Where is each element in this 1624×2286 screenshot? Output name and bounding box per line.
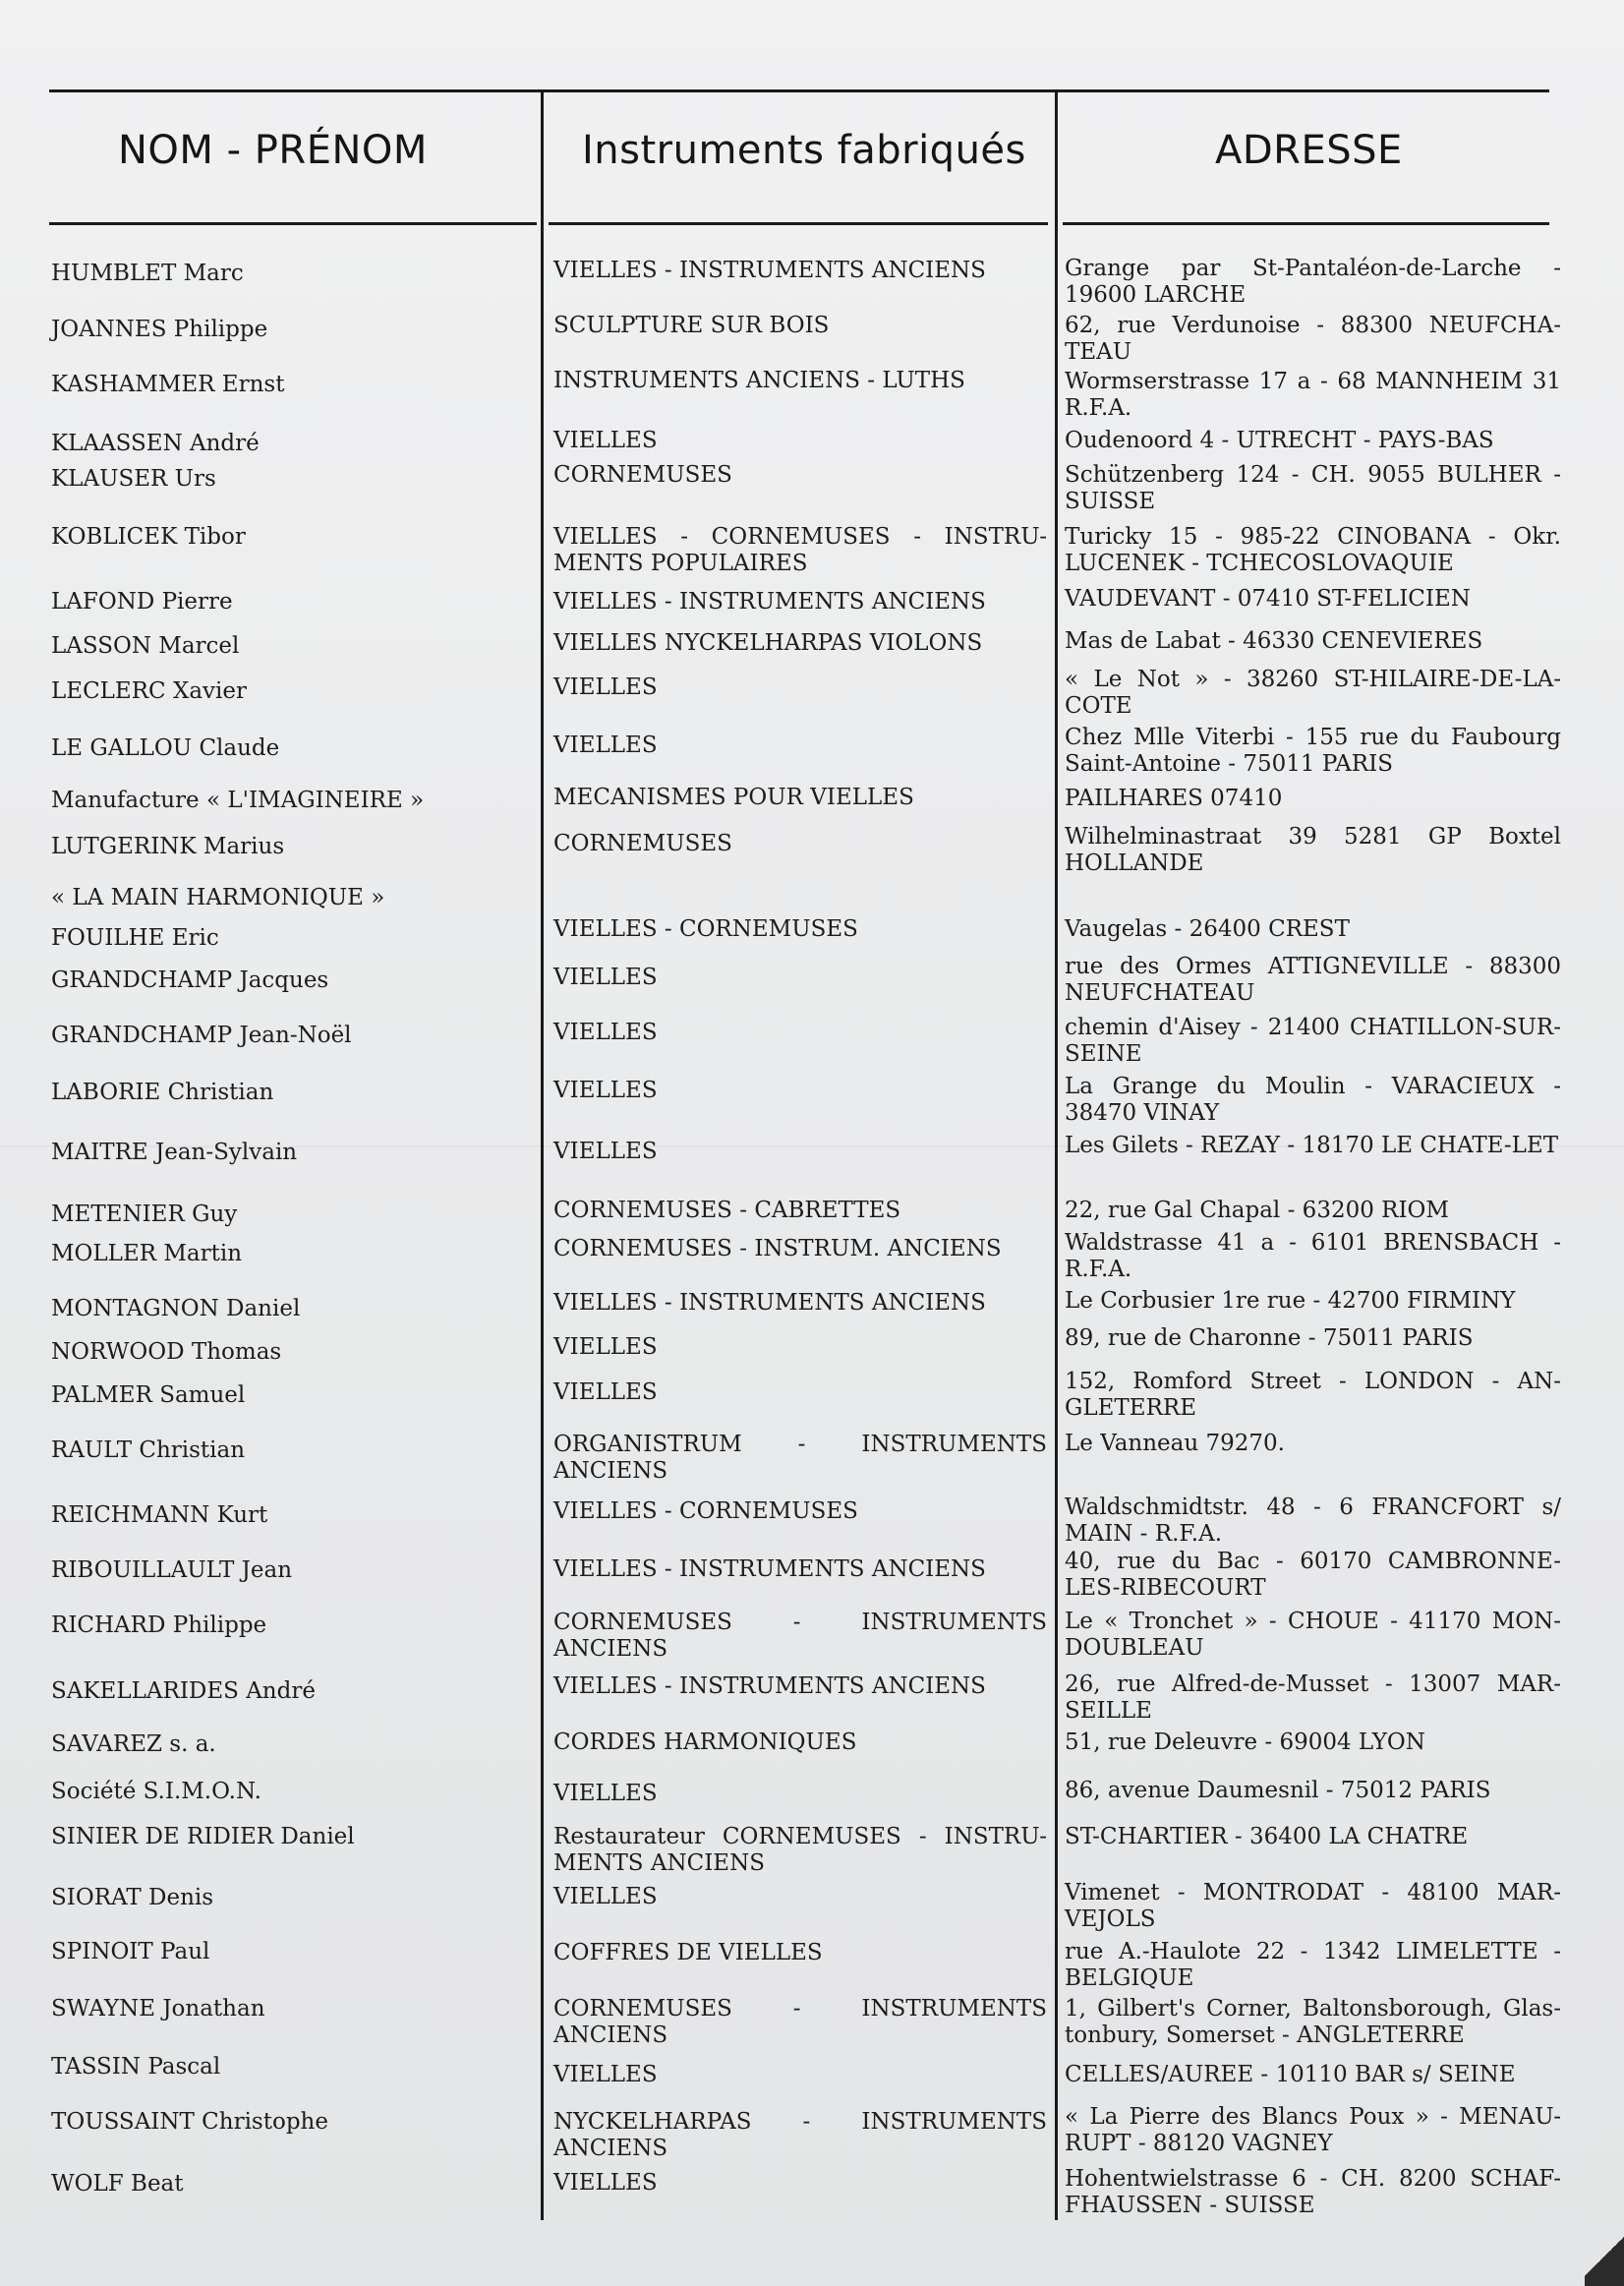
maker-name: WOLF Beat bbox=[51, 2171, 184, 2197]
instruments-made: VIELLES bbox=[553, 1781, 658, 1806]
maker-name: HUMBLET Marc bbox=[51, 261, 244, 286]
column-divider-2 bbox=[1055, 89, 1058, 2220]
instruments-made: VIELLES bbox=[553, 2170, 658, 2196]
instruments-made: VIELLES NYCKELHARPAS VIOLONS bbox=[553, 630, 983, 656]
maker-name: RAULT Christian bbox=[51, 1437, 246, 1463]
maker-address: Waldstrasse 41 a - 6101 BRENSBACH - R.F.A. bbox=[1065, 1230, 1561, 1282]
instruments-made: VIELLES bbox=[553, 1020, 658, 1045]
maker-name: LAFOND Pierre bbox=[51, 589, 233, 615]
column-divider-1 bbox=[541, 89, 544, 2220]
maker-name: KASHAMMER Ernst bbox=[51, 372, 285, 397]
instruments-made: CORNEMUSES - CABRETTES bbox=[553, 1198, 901, 1223]
maker-address: 26, rue Alfred-de-Musset - 13007 MAR-SEILLE bbox=[1065, 1671, 1561, 1724]
instruments-made: MECANISMES POUR VIELLES bbox=[553, 785, 914, 810]
instruments-made: CORNEMUSES - INSTRUMENTS ANCIENS bbox=[553, 1610, 1047, 1662]
maker-name: RICHARD Philippe bbox=[51, 1612, 267, 1638]
maker-address: Turicky 15 - 985-22 CINOBANA - Okr. LUCENEK - TCHECOSLOVAQUIE bbox=[1065, 524, 1561, 576]
maker-address: chemin d'Aisey - 21400 CHATILLON-SUR-SEINE bbox=[1065, 1015, 1561, 1067]
header-address: ADRESSE bbox=[1215, 128, 1403, 173]
maker-address: Le Vanneau 79270. bbox=[1065, 1431, 1285, 1456]
instruments-made: VIELLES bbox=[553, 428, 658, 453]
maker-address: « Le Not » - 38260 ST-HILAIRE-DE-LA-COTE bbox=[1065, 667, 1561, 719]
maker-address: Le « Tronchet » - CHOUE - 41170 MON-DOUBLEAU bbox=[1065, 1609, 1561, 1661]
maker-address: PAILHARES 07410 bbox=[1065, 786, 1283, 811]
maker-name: REICHMANN Kurt bbox=[51, 1502, 268, 1528]
instruments-made: INSTRUMENTS ANCIENS - LUTHS bbox=[553, 368, 965, 393]
maker-address: Le Corbusier 1re rue - 42700 FIRMINY bbox=[1065, 1288, 1516, 1314]
maker-name: LECLERC Xavier bbox=[51, 678, 247, 704]
instruments-made: VIELLES - CORNEMUSES bbox=[553, 1498, 858, 1524]
paper-fold bbox=[0, 1145, 1624, 1147]
maker-name: TASSIN Pascal bbox=[51, 2054, 221, 2080]
maker-name: LASSON Marcel bbox=[51, 633, 240, 659]
maker-name: GRANDCHAMP Jacques bbox=[51, 967, 329, 993]
instruments-made: Restaurateur CORNEMUSES - INSTRU-MENTS ANCIENS bbox=[553, 1824, 1047, 1876]
maker-name: LABORIE Christian bbox=[51, 1080, 274, 1105]
instruments-made: VIELLES bbox=[553, 2062, 658, 2087]
maker-name: LUTGERINK Marius bbox=[51, 834, 285, 859]
maker-name: SAKELLARIDES André bbox=[51, 1678, 316, 1704]
maker-name: Société S.I.M.O.N. bbox=[51, 1779, 261, 1804]
maker-name: GRANDCHAMP Jean-Noël bbox=[51, 1023, 352, 1048]
maker-name: NORWOOD Thomas bbox=[51, 1339, 282, 1365]
header-name: NOM - PRÉNOM bbox=[118, 128, 428, 173]
maker-address: CELLES/AUREE - 10110 BAR s/ SEINE bbox=[1065, 2062, 1516, 2087]
instruments-made: COFFRES DE VIELLES bbox=[553, 1940, 823, 1965]
maker-address: Oudenoord 4 - UTRECHT - PAYS-BAS bbox=[1065, 428, 1494, 453]
maker-name: LE GALLOU Claude bbox=[51, 735, 280, 761]
maker-name: RIBOUILLAULT Jean bbox=[51, 1557, 293, 1583]
instruments-made: VIELLES bbox=[553, 1884, 658, 1909]
maker-name: SINIER DE RIDIER Daniel bbox=[51, 1824, 355, 1849]
maker-address: Mas de Labat - 46330 CENEVIERES bbox=[1065, 628, 1483, 654]
instruments-made: CORNEMUSES - INSTRUMENTS ANCIENS bbox=[553, 1996, 1047, 2048]
maker-address: Grange par St-Pantaléon-de-Larche - 19600 LARCHE bbox=[1065, 256, 1561, 308]
maker-name: « LA MAIN HARMONIQUE » bbox=[51, 885, 385, 910]
instruments-made: CORNEMUSES bbox=[553, 831, 732, 856]
maker-address: Chez Mlle Viterbi - 155 rue du Faubourg Saint-Antoine - 75011 PARIS bbox=[1065, 725, 1561, 777]
header-rule-name bbox=[49, 222, 537, 225]
instruments-made: VIELLES - INSTRUMENTS ANCIENS bbox=[553, 258, 986, 283]
maker-name: SWAYNE Jonathan bbox=[51, 1996, 265, 2022]
instruments-made: ORGANISTRUM - INSTRUMENTS ANCIENS bbox=[553, 1432, 1047, 1484]
instruments-made: SCULPTURE SUR BOIS bbox=[553, 313, 830, 338]
maker-name: TOUSSAINT Christophe bbox=[51, 2109, 328, 2135]
instruments-made: VIELLES - CORNEMUSES bbox=[553, 916, 858, 942]
instruments-made: VIELLES - CORNEMUSES - INSTRU-MENTS POPULAIRES bbox=[553, 524, 1047, 576]
header-rule-instruments bbox=[549, 222, 1048, 225]
instruments-made: VIELLES bbox=[553, 1379, 658, 1405]
maker-address: Les Gilets - REZAY - 18170 LE CHATE-LET bbox=[1065, 1133, 1559, 1158]
top-rule bbox=[49, 89, 1549, 92]
maker-name: KOBLICEK Tibor bbox=[51, 524, 246, 550]
maker-name: PALMER Samuel bbox=[51, 1382, 246, 1408]
maker-address: 152, Romford Street - LONDON - AN-GLETERRE bbox=[1065, 1369, 1561, 1421]
instruments-made: VIELLES bbox=[553, 1078, 658, 1103]
maker-address: Vaugelas - 26400 CREST bbox=[1065, 916, 1350, 942]
instruments-made: VIELLES bbox=[553, 1139, 658, 1164]
maker-address: La Grange du Moulin - VARACIEUX - 38470 VINAY bbox=[1065, 1074, 1561, 1126]
maker-address: ST-CHARTIER - 36400 LA CHATRE bbox=[1065, 1824, 1469, 1849]
maker-name: SIORAT Denis bbox=[51, 1885, 214, 1910]
header-rule-address bbox=[1063, 222, 1549, 225]
maker-name: MOLLER Martin bbox=[51, 1241, 243, 1266]
maker-name: KLAUSER Urs bbox=[51, 466, 216, 492]
maker-address: rue des Ormes ATTIGNEVILLE - 88300 NEUFCHATEAU bbox=[1065, 954, 1561, 1006]
maker-address: 22, rue Gal Chapal - 63200 RIOM bbox=[1065, 1198, 1449, 1223]
maker-name: Manufacture « L'IMAGINEIRE » bbox=[51, 788, 425, 813]
maker-name: MAITRE Jean-Sylvain bbox=[51, 1140, 298, 1165]
instruments-made: VIELLES - INSTRUMENTS ANCIENS bbox=[553, 589, 986, 615]
page-corner bbox=[1585, 2227, 1624, 2286]
instruments-made: NYCKELHARPAS - INSTRUMENTS ANCIENS bbox=[553, 2109, 1047, 2161]
maker-address: Vimenet - MONTRODAT - 48100 MAR-VEJOLS bbox=[1065, 1880, 1561, 1932]
instruments-made: CORNEMUSES - INSTRUM. ANCIENS bbox=[553, 1236, 1002, 1261]
maker-address: 86, avenue Daumesnil - 75012 PARIS bbox=[1065, 1778, 1491, 1803]
instruments-made: CORDES HARMONIQUES bbox=[553, 1729, 857, 1755]
maker-name: FOUILHE Eric bbox=[51, 925, 219, 951]
maker-name: MONTAGNON Daniel bbox=[51, 1296, 301, 1321]
maker-address: 62, rue Verdunoise - 88300 NEUFCHA-TEAU bbox=[1065, 313, 1561, 365]
instruments-made: CORNEMUSES bbox=[553, 462, 732, 488]
header-instruments: Instruments fabriqués bbox=[582, 128, 1026, 173]
instruments-made: VIELLES bbox=[553, 674, 658, 700]
maker-address: Wilhelminastraat 39 5281 GP Boxtel HOLLANDE bbox=[1065, 824, 1561, 876]
instruments-made: VIELLES - INSTRUMENTS ANCIENS bbox=[553, 1290, 986, 1316]
instruments-made: VIELLES bbox=[553, 965, 658, 990]
instruments-made: VIELLES - INSTRUMENTS ANCIENS bbox=[553, 1556, 986, 1582]
maker-address: Wormserstrasse 17 a - 68 MANNHEIM 31 R.F.A. bbox=[1065, 369, 1561, 421]
maker-address: Schützenberg 124 - CH. 9055 BULHER - SUISSE bbox=[1065, 462, 1561, 514]
instruments-made: VIELLES - INSTRUMENTS ANCIENS bbox=[553, 1673, 986, 1699]
maker-name: JOANNES Philippe bbox=[51, 317, 268, 342]
maker-address: 1, Gilbert's Corner, Baltonsborough, Glas-tonbury, Somerset - ANGLETERRE bbox=[1065, 1996, 1561, 2048]
maker-address: 40, rue du Bac - 60170 CAMBRONNE-LES-RIBECOURT bbox=[1065, 1549, 1561, 1601]
maker-address: 89, rue de Charonne - 75011 PARIS bbox=[1065, 1325, 1474, 1351]
maker-address: Hohentwielstrasse 6 - CH. 8200 SCHAF-FHAUSSEN - SUISSE bbox=[1065, 2166, 1561, 2218]
maker-name: SAVAREZ s. a. bbox=[51, 1731, 216, 1757]
maker-name: SPINOIT Paul bbox=[51, 1939, 210, 1964]
maker-address: Waldschmidtstr. 48 - 6 FRANCFORT s/ MAIN - R.F.A. bbox=[1065, 1495, 1561, 1547]
maker-address: 51, rue Deleuvre - 69004 LYON bbox=[1065, 1729, 1425, 1755]
maker-address: rue A.-Haulote 22 - 1342 LIMELETTE - BELGIQUE bbox=[1065, 1939, 1561, 1991]
maker-name: METENIER Guy bbox=[51, 1202, 238, 1227]
instruments-made: VIELLES bbox=[553, 1334, 658, 1360]
maker-name: KLAASSEN André bbox=[51, 431, 260, 456]
instruments-made: VIELLES bbox=[553, 733, 658, 758]
maker-address: VAUDEVANT - 07410 ST-FELICIEN bbox=[1065, 586, 1471, 612]
maker-address: « La Pierre des Blancs Poux » - MENAU-RUPT - 88120 VAGNEY bbox=[1065, 2104, 1561, 2156]
